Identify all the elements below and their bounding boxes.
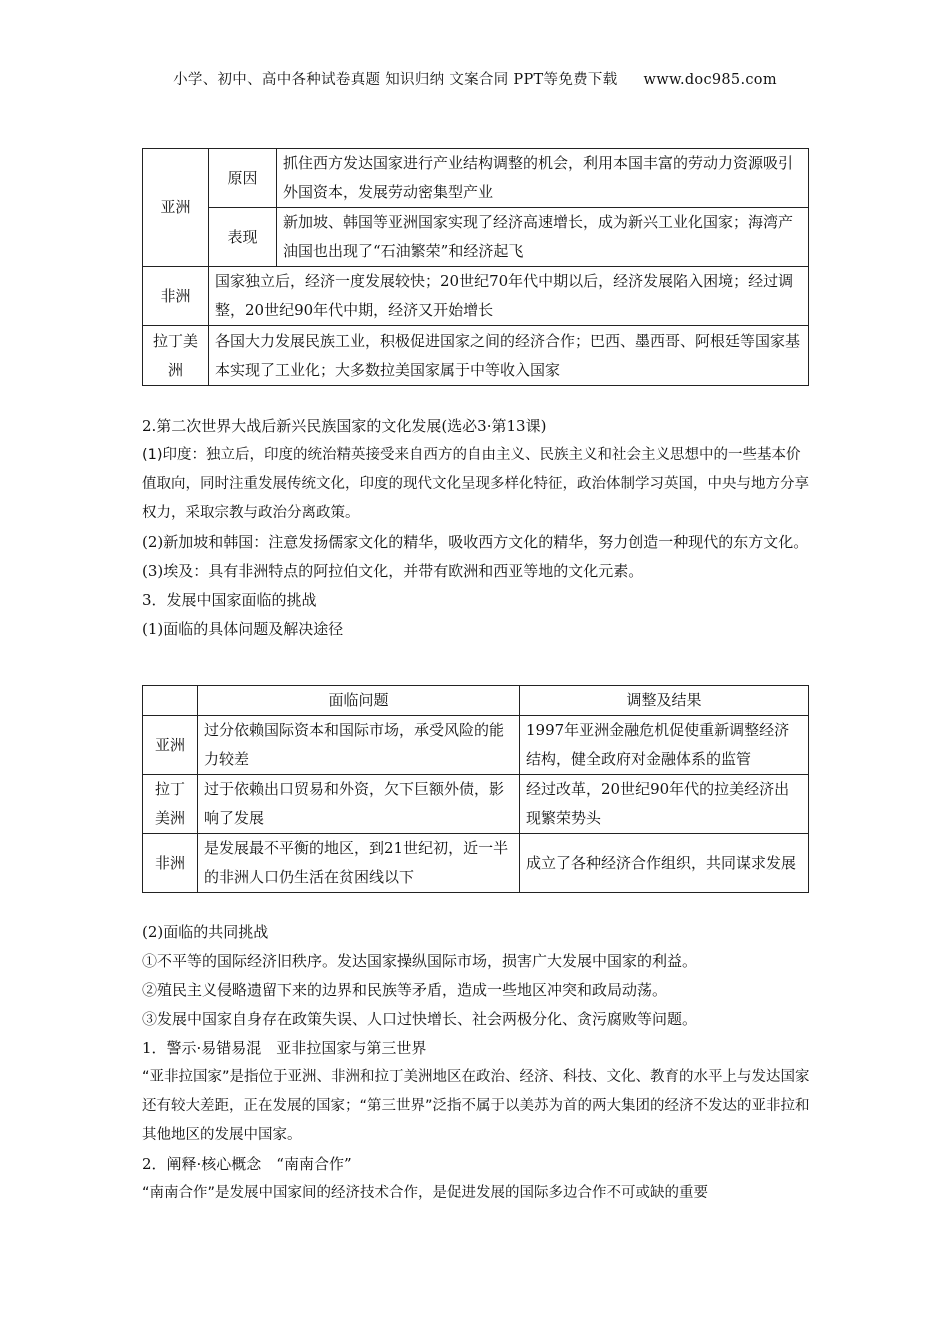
row-problem: 是发展最不平衡的地区，到21世纪初，近一半的非洲人口仍生活在贫困线以下	[198, 834, 520, 893]
concept-title: 2．阐释·核心概念 “南南合作”	[142, 1155, 352, 1173]
reason-label: 原因	[209, 149, 277, 208]
table-row	[143, 716, 809, 775]
challenge-item-3: ③发展中国家自身存在政策失误、人口过快增长、社会两极分化、贪污腐败等问题。	[142, 1010, 698, 1028]
challenge-item-1: ①不平等的国际经济旧秩序。发达国家操纵国际市场，损害广大发展中国家的利益。	[142, 952, 698, 970]
africa-text: 国家独立后，经济一度发展较快；20世纪70年代中期以后，经济发展陷入困境；经过调整，20世纪90年代中期，经济又开始增长	[209, 267, 809, 326]
latam-label: 拉丁美洲	[143, 326, 209, 386]
warning-text: “亚非拉国家”是指位于亚洲、非洲和拉丁美洲地区在政治、经济、科技、文化、教育的水平上与发达国家还有较大差距，正在发展的国家；“第三世界”泛指不属于以美苏为首的两大集团的经济不发达的亚非拉和其他地区的发展中国家。	[142, 1069, 810, 1143]
challenges-section	[142, 918, 810, 1208]
challenges-sub2: (2)面临的共同挑战	[142, 923, 269, 941]
challenge-item-2: ②殖民主义侵略遗留下来的边界和民族等矛盾，造成一些地区冲突和政局动荡。	[142, 981, 668, 999]
egypt-paragraph: (3)埃及：具有非洲特点的阿拉伯文化，并带有欧洲和西亚等地的文化元素。	[142, 562, 644, 580]
header-blank	[143, 686, 198, 716]
performance-text: 新加坡、韩国等亚洲国家实现了经济高速增长，成为新兴工业化国家；海湾产油国也出现了“石油繁荣”和经济起飞	[277, 208, 809, 267]
challenges-table	[142, 685, 809, 893]
table-row	[143, 775, 809, 834]
singapore-korea-paragraph: (2)新加坡和韩国：注意发扬儒家文化的精华，吸收西方文化的精华，努力创造一种现代的东方文化。	[142, 533, 809, 551]
row-region: 亚洲	[143, 716, 198, 775]
table-row	[143, 834, 809, 893]
culture-section	[142, 412, 810, 644]
concept-text: “南南合作”是发展中国家间的经济技术合作，是促进发展的国际多边合作不可或缺的重要	[142, 1185, 709, 1201]
warning-title: 1．警示·易错易混 亚非拉国家与第三世界	[142, 1039, 427, 1057]
asia-label: 亚洲	[143, 149, 209, 267]
section3-title: 3．发展中国家面临的挑战	[142, 591, 317, 609]
header-site: www.doc985.com	[643, 72, 777, 88]
section2-title: 2.第二次世界大战后新兴民族国家的文化发展(选必3·第13课)	[142, 417, 547, 435]
row-problem: 过分依赖国际资本和国际市场，承受风险的能力较差	[198, 716, 520, 775]
latam-text: 各国大力发展民族工业，积极促进国家之间的经济合作；巴西、墨西哥、阿根廷等国家基本实现了工业化；大多数拉美国家属于中等收入国家	[209, 326, 809, 386]
header-problem: 面临问题	[198, 686, 520, 716]
economy-table	[142, 148, 809, 386]
header-result: 调整及结果	[520, 686, 809, 716]
performance-label: 表现	[209, 208, 277, 267]
row-result: 1997年亚洲金融危机促使重新调整经济结构，健全政府对金融体系的监管	[520, 716, 809, 775]
india-paragraph: (1)印度：独立后，印度的统治精英接受来自西方的自由主义、民族主义和社会主义思想中的一些基本价值取向，同时注重发展传统文化，印度的现代文化呈现多样化特征，政治体制学习英国，中央与地方分享权力，采取宗教与政治分离政策。	[142, 447, 809, 521]
row-region: 拉丁美洲	[143, 775, 198, 834]
header-text: 小学、初中、高中各种试卷真题 知识归纳 文案合同 PPT等免费下载	[173, 72, 618, 88]
row-result: 成立了各种经济合作组织，共同谋求发展	[520, 834, 809, 893]
row-result: 经过改革，20世纪90年代的拉美经济出现繁荣势头	[520, 775, 809, 834]
page-header	[0, 68, 950, 89]
row-region: 非洲	[143, 834, 198, 893]
section3-sub1: (1)面临的具体问题及解决途径	[142, 620, 344, 638]
reason-text: 抓住西方发达国家进行产业结构调整的机会，利用本国丰富的劳动力资源吸引外国资本，发展劳动密集型产业	[277, 149, 809, 208]
row-problem: 过于依赖出口贸易和外资，欠下巨额外债，影响了发展	[198, 775, 520, 834]
africa-label: 非洲	[143, 267, 209, 326]
